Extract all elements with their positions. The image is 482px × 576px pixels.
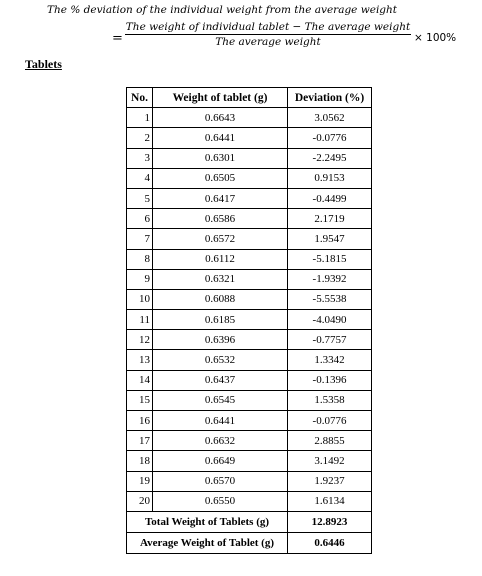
cell-deviation: -0.0776: [288, 411, 372, 431]
table-row: [127, 411, 372, 431]
table-row: [127, 249, 372, 269]
table-row: [127, 390, 372, 410]
table-row: [127, 269, 372, 289]
cell-deviation: -0.4499: [288, 188, 372, 208]
cell-weight: 0.6088: [153, 289, 288, 309]
cell-no: 1: [127, 108, 153, 128]
table-row: [127, 491, 372, 511]
cell-weight: 0.6417: [153, 188, 288, 208]
table-row: [127, 209, 372, 229]
tablet-weight-table: [126, 87, 372, 554]
cell-weight: 0.6112: [153, 249, 288, 269]
summary-value: 0.6446: [288, 532, 372, 553]
cell-no: 5: [127, 188, 153, 208]
cell-no: 12: [127, 330, 153, 350]
formula-denominator: The average weight: [215, 36, 321, 48]
section-title: Tablets: [25, 57, 62, 71]
table-row: [127, 370, 372, 390]
cell-deviation: 2.8855: [288, 431, 372, 451]
header-weight: Weight of tablet (g): [153, 88, 288, 108]
cell-deviation: -4.0490: [288, 310, 372, 330]
summary-value: 12.8923: [288, 511, 372, 532]
equals-sign: =: [112, 31, 123, 46]
cell-weight: 0.6586: [153, 209, 288, 229]
cell-weight: 0.6441: [153, 128, 288, 148]
summary-row: [127, 532, 372, 553]
cell-weight: 0.6570: [153, 471, 288, 491]
cell-no: 16: [127, 411, 153, 431]
table-row: [127, 289, 372, 309]
cell-no: 18: [127, 451, 153, 471]
cell-no: 2: [127, 128, 153, 148]
summary-row: [127, 511, 372, 532]
cell-deviation: 0.9153: [288, 168, 372, 188]
cell-deviation: 1.9237: [288, 471, 372, 491]
formula-multiplier: × 100%: [414, 32, 457, 44]
header-deviation: Deviation (%): [288, 88, 372, 108]
cell-no: 9: [127, 269, 153, 289]
cell-weight: 0.6441: [153, 411, 288, 431]
formula-numerator: The weight of individual tablet − The average weight: [125, 21, 411, 33]
table-row: [127, 229, 372, 249]
cell-no: 20: [127, 491, 153, 511]
cell-deviation: 1.5358: [288, 390, 372, 410]
cell-no: 10: [127, 289, 153, 309]
cell-deviation: 3.0562: [288, 108, 372, 128]
table-row: [127, 310, 372, 330]
cell-no: 7: [127, 229, 153, 249]
header-no: No.: [127, 88, 153, 108]
cell-deviation: 1.3342: [288, 350, 372, 370]
cell-weight: 0.6572: [153, 229, 288, 249]
cell-deviation: -0.1396: [288, 370, 372, 390]
cell-no: 17: [127, 431, 153, 451]
table-row: [127, 471, 372, 491]
table-row: [127, 431, 372, 451]
table-row: [127, 128, 372, 148]
cell-weight: 0.6185: [153, 310, 288, 330]
table-row: [127, 451, 372, 471]
table-header-row: [127, 88, 372, 108]
cell-deviation: -1.9392: [288, 269, 372, 289]
cell-deviation: -0.7757: [288, 330, 372, 350]
cell-deviation: -5.5538: [288, 289, 372, 309]
cell-weight: 0.6643: [153, 108, 288, 128]
cell-deviation: -2.2495: [288, 148, 372, 168]
cell-no: 3: [127, 148, 153, 168]
cell-no: 6: [127, 209, 153, 229]
table-row: [127, 330, 372, 350]
cell-no: 14: [127, 370, 153, 390]
cell-no: 11: [127, 310, 153, 330]
cell-deviation: 3.1492: [288, 451, 372, 471]
cell-weight: 0.6649: [153, 451, 288, 471]
formula-line-1: The % deviation of the individual weight from the average weight: [47, 4, 398, 16]
cell-deviation: 2.1719: [288, 209, 372, 229]
summary-label: Total Weight of Tablets (g): [127, 511, 288, 532]
cell-no: 13: [127, 350, 153, 370]
table-row: [127, 350, 372, 370]
cell-weight: 0.6437: [153, 370, 288, 390]
cell-weight: 0.6532: [153, 350, 288, 370]
cell-no: 8: [127, 249, 153, 269]
cell-weight: 0.6396: [153, 330, 288, 350]
table-row: [127, 148, 372, 168]
cell-weight: 0.6505: [153, 168, 288, 188]
cell-deviation: -5.1815: [288, 249, 372, 269]
cell-deviation: -0.0776: [288, 128, 372, 148]
cell-deviation: 1.9547: [288, 229, 372, 249]
cell-weight: 0.6550: [153, 491, 288, 511]
summary-label: Average Weight of Tablet (g): [127, 532, 288, 553]
formula-fraction: [125, 21, 411, 48]
table-row: [127, 188, 372, 208]
cell-weight: 0.6301: [153, 148, 288, 168]
cell-weight: 0.6632: [153, 431, 288, 451]
cell-no: 4: [127, 168, 153, 188]
table-row: [127, 168, 372, 188]
cell-weight: 0.6545: [153, 390, 288, 410]
table-row: [127, 108, 372, 128]
cell-no: 15: [127, 390, 153, 410]
cell-weight: 0.6321: [153, 269, 288, 289]
cell-no: 19: [127, 471, 153, 491]
cell-deviation: 1.6134: [288, 491, 372, 511]
